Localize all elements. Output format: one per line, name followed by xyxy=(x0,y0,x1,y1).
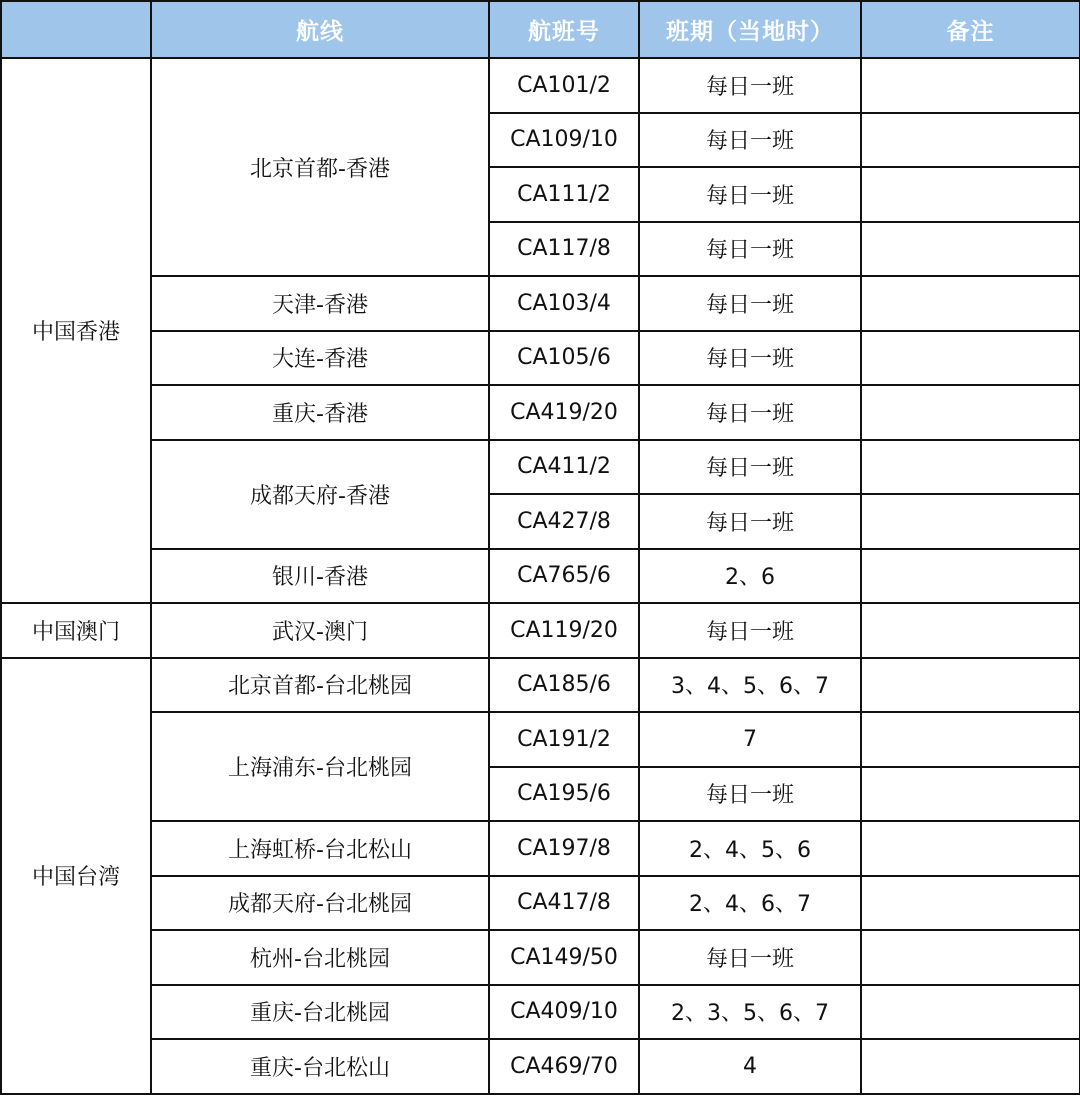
note-cell xyxy=(861,331,1080,386)
route-cell: 大连-香港 xyxy=(151,331,489,386)
table-row xyxy=(1,440,1080,495)
note-cell xyxy=(861,440,1080,495)
region-cell: 中国台湾 xyxy=(1,658,151,1094)
flight-number-cell: CA119/20 xyxy=(489,603,639,658)
note-cell xyxy=(861,58,1080,113)
note-cell xyxy=(861,113,1080,168)
table-row xyxy=(1,712,1080,767)
note-cell xyxy=(861,930,1080,985)
schedule-cell: 每日一班 xyxy=(639,58,861,113)
route-cell: 重庆-台北松山 xyxy=(151,1039,489,1094)
table-row xyxy=(1,549,1080,604)
schedule-cell: 3、4、5、6、7 xyxy=(639,658,861,713)
schedule-cell: 每日一班 xyxy=(639,440,861,495)
flight-number-cell: CA105/6 xyxy=(489,331,639,386)
table-row xyxy=(1,331,1080,386)
note-cell xyxy=(861,385,1080,440)
route-cell: 天津-香港 xyxy=(151,276,489,331)
schedule-cell: 7 xyxy=(639,712,861,767)
note-cell xyxy=(861,658,1080,713)
schedule-cell: 每日一班 xyxy=(639,167,861,222)
note-cell xyxy=(861,712,1080,767)
table-row xyxy=(1,930,1080,985)
table-row xyxy=(1,821,1080,876)
flight-number-cell: CA109/10 xyxy=(489,113,639,168)
flight-number-cell: CA427/8 xyxy=(489,494,639,549)
flight-number-cell: CA101/2 xyxy=(489,58,639,113)
flight-number-cell: CA417/8 xyxy=(489,876,639,931)
table-row xyxy=(1,985,1080,1040)
schedule-cell: 每日一班 xyxy=(639,385,861,440)
table-row xyxy=(1,276,1080,331)
note-cell xyxy=(861,167,1080,222)
note-cell xyxy=(861,985,1080,1040)
schedule-cell: 每日一班 xyxy=(639,930,861,985)
route-cell: 成都天府-台北桃园 xyxy=(151,876,489,931)
table-row xyxy=(1,385,1080,440)
table-row xyxy=(1,1039,1080,1094)
route-cell: 上海浦东-台北桃园 xyxy=(151,712,489,821)
note-cell xyxy=(861,821,1080,876)
flight-number-cell: CA185/6 xyxy=(489,658,639,713)
header-notes: 备注 xyxy=(861,1,1080,58)
schedule-cell: 每日一班 xyxy=(639,767,861,822)
table-row xyxy=(1,58,1080,113)
schedule-cell: 每日一班 xyxy=(639,276,861,331)
route-cell: 重庆-香港 xyxy=(151,385,489,440)
flight-number-cell: CA149/50 xyxy=(489,930,639,985)
schedule-cell: 每日一班 xyxy=(639,331,861,386)
flight-number-cell: CA117/8 xyxy=(489,222,639,277)
header-row xyxy=(1,1,1080,58)
route-cell: 北京首都-台北桃园 xyxy=(151,658,489,713)
header-flight-number: 航班号 xyxy=(489,1,639,58)
note-cell xyxy=(861,549,1080,604)
header-route: 航线 xyxy=(151,1,489,58)
schedule-cell: 2、4、5、6 xyxy=(639,821,861,876)
flight-number-cell: CA469/70 xyxy=(489,1039,639,1094)
schedule-cell: 每日一班 xyxy=(639,603,861,658)
table-row xyxy=(1,876,1080,931)
schedule-cell: 4 xyxy=(639,1039,861,1094)
note-cell xyxy=(861,876,1080,931)
note-cell xyxy=(861,603,1080,658)
table-row xyxy=(1,658,1080,713)
region-cell: 中国香港 xyxy=(1,58,151,603)
schedule-body xyxy=(1,58,1080,1094)
route-cell: 银川-香港 xyxy=(151,549,489,604)
flight-number-cell: CA197/8 xyxy=(489,821,639,876)
table-row xyxy=(1,603,1080,658)
route-cell: 北京首都-香港 xyxy=(151,58,489,276)
flight-number-cell: CA103/4 xyxy=(489,276,639,331)
header-schedule: 班期（当地时） xyxy=(639,1,861,58)
route-cell: 成都天府-香港 xyxy=(151,440,489,549)
note-cell xyxy=(861,494,1080,549)
flight-number-cell: CA409/10 xyxy=(489,985,639,1040)
route-cell: 重庆-台北桃园 xyxy=(151,985,489,1040)
schedule-cell: 2、6 xyxy=(639,549,861,604)
note-cell xyxy=(861,222,1080,277)
flight-number-cell: CA191/2 xyxy=(489,712,639,767)
header-region xyxy=(1,1,151,58)
schedule-cell: 每日一班 xyxy=(639,113,861,168)
note-cell xyxy=(861,767,1080,822)
flight-number-cell: CA195/6 xyxy=(489,767,639,822)
schedule-cell: 2、4、6、7 xyxy=(639,876,861,931)
flight-number-cell: CA765/6 xyxy=(489,549,639,604)
flight-number-cell: CA419/20 xyxy=(489,385,639,440)
note-cell xyxy=(861,1039,1080,1094)
route-cell: 武汉-澳门 xyxy=(151,603,489,658)
route-cell: 上海虹桥-台北松山 xyxy=(151,821,489,876)
flight-number-cell: CA411/2 xyxy=(489,440,639,495)
note-cell xyxy=(861,276,1080,331)
route-cell: 杭州-台北桃园 xyxy=(151,930,489,985)
schedule-cell: 2、3、5、6、7 xyxy=(639,985,861,1040)
schedule-cell: 每日一班 xyxy=(639,494,861,549)
schedule-cell: 每日一班 xyxy=(639,222,861,277)
flight-number-cell: CA111/2 xyxy=(489,167,639,222)
region-cell: 中国澳门 xyxy=(1,603,151,658)
